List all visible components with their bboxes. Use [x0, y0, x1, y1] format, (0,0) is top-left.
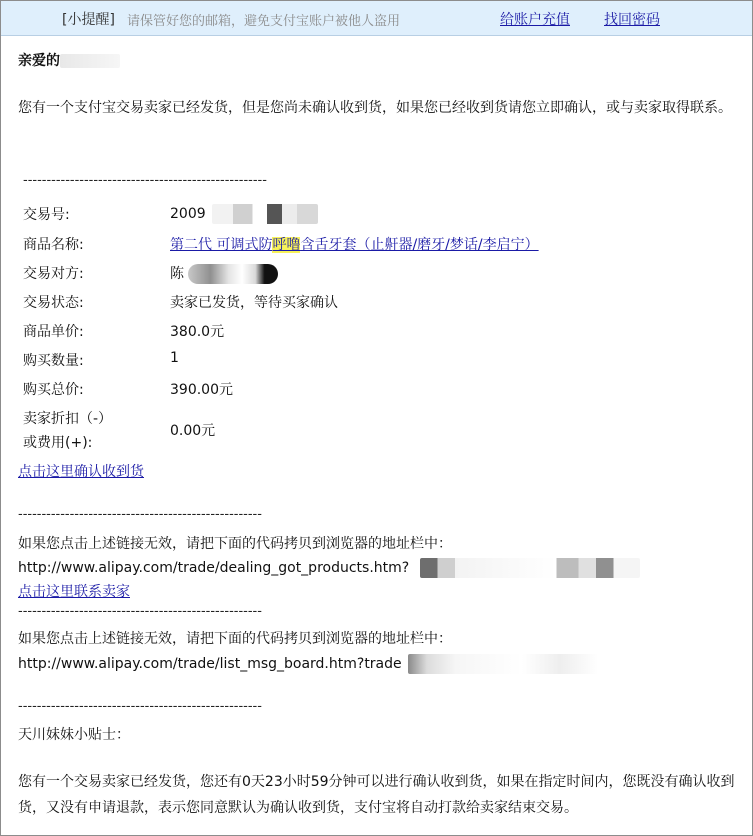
section2-note: 如果您点击上述链接无效，请把下面的代码拷贝到浏览器的地址栏中： — [18, 631, 452, 647]
status-value: 卖家已发货，等待买家确认 — [170, 295, 338, 311]
contact-seller-link[interactable]: 点击这里联系卖家 — [18, 584, 130, 600]
msg-board-url: http://www.alipay.com/trade/list_msg_board.htm?trade — [18, 656, 402, 672]
unit-price-label: 商品单价: — [23, 324, 84, 340]
divider-1: ---------------------------------------------------- — [23, 173, 267, 188]
reminder-tag: [小提醒] — [62, 12, 115, 28]
intro-text: 您有一个支付宝交易卖家已经发货，但是您尚未确认收到货，如果您已经收到货请您立即确认，或与卖家取得联系。 — [18, 100, 732, 116]
redacted-trade-no — [212, 204, 318, 224]
counterparty-prefix: 陈 — [170, 266, 184, 282]
tips-title: 天川妹妹小贴士： — [18, 727, 130, 743]
divider-2: ---------------------------------------------------- — [18, 507, 262, 522]
discount-value: 0.00元 — [170, 423, 216, 439]
total-label: 购买总价: — [23, 382, 84, 398]
tips-body: 您有一个交易卖家已经发货，您还有0天23小时59分钟可以进行确认收到货，如果在指定时间内，您既没有确认收到货，又没有申请退款，表示您同意默认为确认收到货，支付宝将自动打款给卖家结束交易。 — [18, 774, 735, 816]
trade-no-prefix: 2009 — [170, 206, 206, 222]
counterparty-label: 交易对方: — [23, 266, 84, 282]
greeting — [18, 50, 120, 70]
product-label: 商品名称: — [23, 237, 84, 253]
unit-price-value: 380.0元 — [170, 324, 225, 340]
reminder-bar — [1, 1, 752, 36]
redacted-url-1 — [420, 558, 640, 578]
redacted-name — [60, 54, 120, 68]
quantity-label: 购买数量: — [23, 353, 84, 369]
counterparty-value — [170, 263, 278, 284]
section1-url-row — [18, 558, 640, 578]
section2-url-row — [18, 654, 598, 674]
divider-3: ---------------------------------------------------- — [18, 604, 262, 619]
product-name-part2: 含舌牙套（止鼾器/磨牙/梦话/李启宁） — [300, 237, 539, 253]
recharge-link[interactable]: 给账户充值 — [500, 12, 570, 28]
redacted-counterparty — [188, 264, 278, 284]
product-name-part1: 第二代 可调式防 — [170, 237, 273, 253]
product-link[interactable] — [170, 234, 539, 254]
dealing-url: http://www.alipay.com/trade/dealing_got_products.htm? — [18, 560, 410, 576]
reminder-message: 请保管好您的邮箱，避免支付宝账户被他人盗用 — [127, 14, 401, 29]
greeting-text: 亲爱的 — [18, 53, 60, 69]
trade-no-value — [170, 204, 318, 224]
total-value: 390.00元 — [170, 382, 233, 398]
section1-note: 如果您点击上述链接无效，请把下面的代码拷贝到浏览器的地址栏中： — [18, 536, 452, 552]
discount-label-2: 或费用(+): — [23, 435, 93, 451]
quantity-value: 1 — [170, 350, 179, 366]
recover-password-link[interactable]: 找回密码 — [604, 12, 660, 28]
redacted-url-2 — [408, 654, 598, 674]
status-label: 交易状态: — [23, 295, 84, 311]
confirm-received-link[interactable]: 点击这里确认收到货 — [18, 464, 144, 480]
product-name-highlight: 呼噜 — [272, 237, 301, 253]
divider-4: ---------------------------------------------------- — [18, 699, 262, 714]
discount-label-1: 卖家折扣（-） — [23, 411, 113, 427]
trade-no-label: 交易号: — [23, 207, 70, 223]
